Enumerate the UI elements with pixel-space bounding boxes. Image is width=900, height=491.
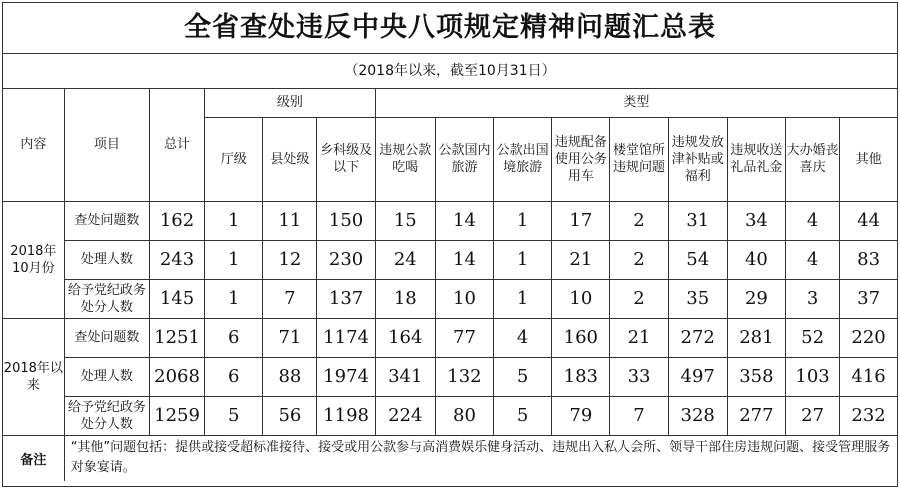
header-type-col: 大办婚丧喜庆 [786, 117, 840, 201]
cell-value: 6 [205, 318, 263, 357]
cell-value: 281 [727, 318, 785, 357]
header-level-col: 厅级 [205, 117, 263, 201]
cell-value: 164 [375, 318, 435, 357]
header-type-col: 公款国内旅游 [435, 117, 493, 201]
row-item-label: 处理人数 [64, 357, 149, 396]
cell-value: 71 [263, 318, 317, 357]
group-label: 2018年10月份 [3, 201, 64, 318]
cell-value: 54 [668, 240, 727, 279]
table-row [3, 396, 897, 435]
cell-value: 34 [727, 201, 785, 240]
cell-value: 18 [375, 279, 435, 318]
cell-value: 33 [610, 357, 668, 396]
cell-value: 40 [727, 240, 785, 279]
row-total: 243 [149, 240, 204, 279]
cell-value: 4 [786, 201, 840, 240]
cell-value: 341 [375, 357, 435, 396]
cell-value: 37 [840, 279, 897, 318]
cell-value: 24 [375, 240, 435, 279]
cell-value: 1 [205, 201, 263, 240]
header-type-col: 违规公款吃喝 [375, 117, 435, 201]
table-title: 全省查处违反中央八项规定精神问题汇总表 [3, 3, 897, 54]
cell-value: 183 [552, 357, 610, 396]
summary-table-sheet [2, 2, 898, 487]
note-label: 备注 [3, 435, 64, 481]
header-level-col: 县处级 [263, 117, 317, 201]
cell-value: 5 [494, 396, 552, 435]
table-row [3, 318, 897, 357]
row-item-label: 给予党纪政务处分人数 [64, 279, 149, 318]
cell-value: 29 [727, 279, 785, 318]
cell-value: 1 [494, 240, 552, 279]
table-row [3, 279, 897, 318]
cell-value: 7 [610, 396, 668, 435]
header-type-group: 类型 [375, 89, 897, 117]
row-total: 145 [149, 279, 204, 318]
cell-value: 79 [552, 396, 610, 435]
row-total: 2068 [149, 357, 204, 396]
cell-value: 3 [786, 279, 840, 318]
note-row [3, 435, 897, 481]
cell-value: 56 [263, 396, 317, 435]
cell-value: 328 [668, 396, 727, 435]
cell-value: 220 [840, 318, 897, 357]
cell-value: 44 [840, 201, 897, 240]
header-type-col: 其他 [840, 117, 897, 201]
cell-value: 10 [435, 279, 493, 318]
cell-value: 17 [552, 201, 610, 240]
summary-table [3, 89, 897, 481]
table-row [3, 240, 897, 279]
group-label: 2018年以来 [3, 318, 64, 435]
cell-value: 31 [668, 201, 727, 240]
cell-value: 277 [727, 396, 785, 435]
cell-value: 2 [610, 201, 668, 240]
cell-value: 1974 [317, 357, 375, 396]
cell-value: 1 [494, 279, 552, 318]
cell-value: 2 [610, 240, 668, 279]
cell-value: 21 [552, 240, 610, 279]
cell-value: 7 [263, 279, 317, 318]
cell-value: 232 [840, 396, 897, 435]
header-type-col: 违规配备使用公务用车 [552, 117, 610, 201]
cell-value: 83 [840, 240, 897, 279]
cell-value: 4 [494, 318, 552, 357]
cell-value: 2 [610, 279, 668, 318]
cell-value: 137 [317, 279, 375, 318]
cell-value: 1174 [317, 318, 375, 357]
header-row-1 [3, 89, 897, 117]
cell-value: 35 [668, 279, 727, 318]
cell-value: 230 [317, 240, 375, 279]
row-item-label: 处理人数 [64, 240, 149, 279]
row-item-label: 查处问题数 [64, 318, 149, 357]
header-type-col: 楼堂馆所违规问题 [610, 117, 668, 201]
cell-value: 1 [205, 279, 263, 318]
cell-value: 14 [435, 201, 493, 240]
row-total: 1259 [149, 396, 204, 435]
cell-value: 21 [610, 318, 668, 357]
cell-value: 11 [263, 201, 317, 240]
row-item-label: 查处问题数 [64, 201, 149, 240]
row-item-label: 给予党纪政务处分人数 [64, 396, 149, 435]
table-row [3, 357, 897, 396]
header-type-col: 公款出国境旅游 [494, 117, 552, 201]
cell-value: 103 [786, 357, 840, 396]
cell-value: 88 [263, 357, 317, 396]
note-text: “其他”问题包括：提供或接受超标准接待、接受或用公款参与高消费娱乐健身活动、违规出入私人会所、领导干部住房违规问题、接受管理服务对象宴请。 [64, 435, 897, 481]
cell-value: 150 [317, 201, 375, 240]
header-level-col: 乡科级及以下 [317, 117, 375, 201]
cell-value: 6 [205, 357, 263, 396]
cell-value: 497 [668, 357, 727, 396]
cell-value: 1 [494, 201, 552, 240]
cell-value: 4 [786, 240, 840, 279]
header-item: 项目 [64, 89, 149, 201]
header-total: 总计 [149, 89, 204, 201]
cell-value: 14 [435, 240, 493, 279]
cell-value: 27 [786, 396, 840, 435]
cell-value: 5 [205, 396, 263, 435]
cell-value: 1198 [317, 396, 375, 435]
cell-value: 52 [786, 318, 840, 357]
cell-value: 12 [263, 240, 317, 279]
cell-value: 15 [375, 201, 435, 240]
table-subtitle: （2018年以来，截至10月31日） [3, 54, 897, 89]
header-type-col: 违规收送礼品礼金 [727, 117, 785, 201]
cell-value: 10 [552, 279, 610, 318]
table-row [3, 201, 897, 240]
cell-value: 160 [552, 318, 610, 357]
row-total: 162 [149, 201, 204, 240]
cell-value: 224 [375, 396, 435, 435]
cell-value: 132 [435, 357, 493, 396]
row-total: 1251 [149, 318, 204, 357]
header-type-col: 违规发放津补贴或福利 [668, 117, 727, 201]
cell-value: 358 [727, 357, 785, 396]
cell-value: 5 [494, 357, 552, 396]
cell-value: 80 [435, 396, 493, 435]
cell-value: 1 [205, 240, 263, 279]
cell-value: 77 [435, 318, 493, 357]
cell-value: 272 [668, 318, 727, 357]
header-content: 内容 [3, 89, 64, 201]
header-level-group: 级别 [205, 89, 376, 117]
cell-value: 416 [840, 357, 897, 396]
